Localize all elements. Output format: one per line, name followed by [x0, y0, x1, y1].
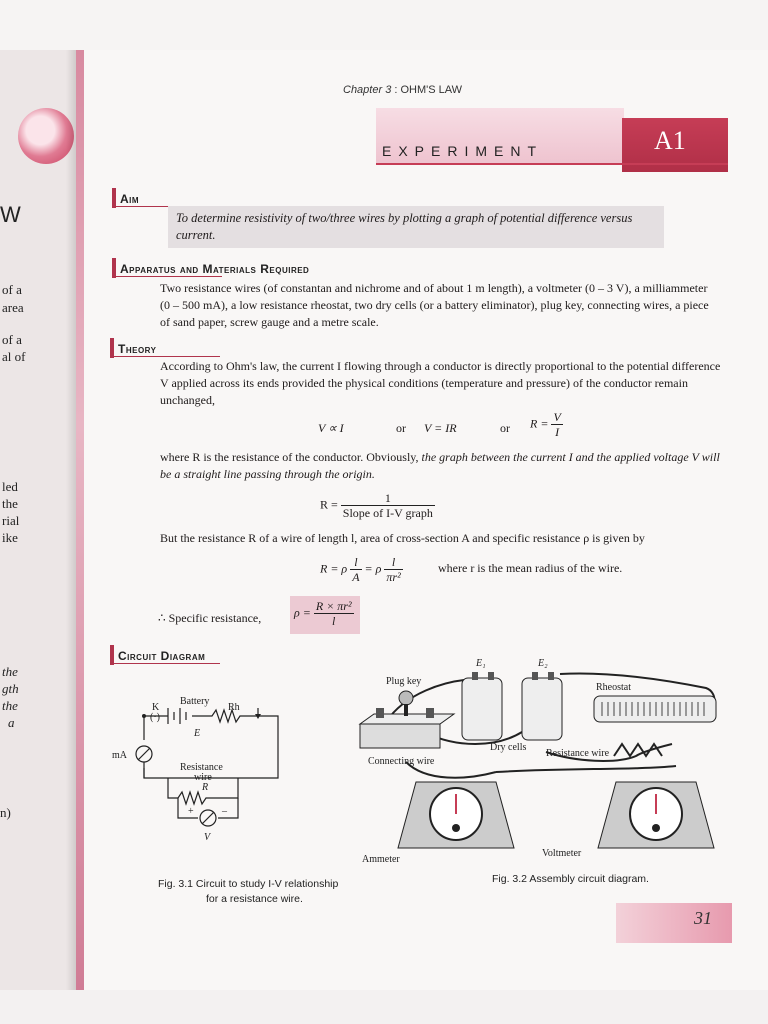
- page-bottom-margin: [0, 990, 768, 1024]
- fraction: [341, 491, 435, 520]
- left-frag: rial: [2, 513, 20, 528]
- eq-r-slope: [320, 491, 435, 520]
- eq-or: or: [500, 421, 510, 435]
- numerator: R × πr²: [315, 599, 352, 613]
- page-number: 31: [694, 908, 712, 928]
- chapter-header: Chapter 3 : OHM'S LAW: [343, 84, 463, 96]
- eq-r-rho: [320, 555, 403, 584]
- theory-heading: Theory: [118, 342, 157, 356]
- denominator: πr²: [386, 570, 401, 584]
- experiment-code: A1: [654, 126, 686, 155]
- dry-cell-1: [462, 678, 502, 740]
- page-gutter-shadow: [66, 50, 76, 990]
- left-frag: the: [2, 496, 18, 511]
- eq-r-v-over-i: [530, 410, 563, 439]
- plug-key-base: [360, 724, 440, 748]
- label-resistance-wire: Resistance wire: [546, 748, 610, 759]
- eq-lhs: R = ρ: [320, 561, 348, 576]
- eq-rho: [294, 599, 354, 628]
- denominator: l: [332, 614, 336, 628]
- chapter-label: Chapter 3: [343, 84, 392, 96]
- left-frag: of a: [2, 282, 22, 297]
- left-frag: of a: [2, 332, 22, 347]
- apparatus-text: Two resistance wires (of constantan and nichrome and of about 1 m length), a voltmeter (0 – 3 V), a milliammeter (0 – 500 mA), a low resistance rheostat, two dry cells (or a battery eliminator), plug key, connecting wires, a piece of sand paper, screw gauge and a metre scale.: [160, 281, 709, 329]
- label-minus: –: [222, 806, 227, 817]
- experiment-rule: [376, 163, 728, 165]
- fig2-caption: Fig. 3.2 Assembly circuit diagram.: [492, 873, 649, 885]
- fraction: [551, 410, 562, 439]
- theory-para2: [160, 449, 722, 483]
- fraction: [384, 555, 402, 584]
- numerator: l: [350, 555, 361, 570]
- denominator: A: [352, 570, 360, 584]
- label-resistance: Resistance: [180, 762, 223, 773]
- left-frag: n): [0, 805, 11, 820]
- circuit-heading: Circuit Diagram: [118, 649, 206, 663]
- label-k: K: [152, 702, 160, 713]
- experiment-label: EXPERIMENT: [382, 143, 544, 159]
- apparatus-heading: Apparatus and Materials Required: [120, 262, 310, 276]
- eq-lhs: R =: [530, 416, 549, 431]
- left-frag: led: [2, 479, 18, 494]
- label-battery: Battery: [180, 696, 210, 707]
- label-plus: +: [188, 806, 194, 817]
- eq-v-ir: V = IR: [424, 421, 457, 435]
- label-dry-cells: Dry cells: [490, 742, 527, 753]
- aim-text: To determine resistivity of two/three wires by plotting a graph of potential difference versus current.: [176, 211, 633, 242]
- aim-heading: Aim: [120, 192, 140, 206]
- label-v: V: [204, 832, 211, 843]
- left-frag: a: [8, 715, 15, 730]
- left-frag: al of: [2, 349, 26, 364]
- denominator: Slope of I-V graph: [342, 506, 433, 520]
- dry-cell-2: [522, 678, 562, 740]
- fig1-caption-line2: for a resistance wire.: [206, 893, 303, 905]
- label-r: R: [202, 782, 209, 793]
- label-connecting-wire: Connecting wire: [368, 756, 435, 767]
- theory-para1: According to Ohm's law, the current I flowing through a conductor is directly proportional to the potential difference V applied across its ends provided the physical conditions (temperature and pressure) of the conductor remain unchanged,: [160, 359, 721, 407]
- fraction: [314, 599, 354, 628]
- eq-v-prop-i: V ∝ I: [318, 421, 344, 435]
- left-frag: ike: [2, 530, 18, 545]
- left-frag: W: [0, 202, 21, 227]
- label-rheostat: Rheostat: [596, 682, 631, 693]
- numerator: l: [384, 555, 402, 570]
- assembly-diagram: [346, 652, 730, 866]
- page-edge-strip: [76, 50, 84, 990]
- label-e: E: [194, 728, 201, 739]
- left-frag: the: [2, 698, 18, 713]
- eq-mid: = ρ: [364, 561, 382, 576]
- label-ma: mA: [112, 750, 127, 761]
- label-e2: E₂: [538, 658, 548, 669]
- left-frag: area: [2, 300, 24, 315]
- eq3-note: where r is the mean radius of the wire.: [438, 561, 623, 575]
- para2-italic: the graph between the current I and the applied voltage V will be a straight line passing through the origin.: [160, 450, 720, 481]
- fig1-caption-line1: Fig. 3.1 Circuit to study I-V relationship: [158, 878, 339, 890]
- left-page-edge: [0, 50, 76, 990]
- label-voltmeter: Voltmeter: [542, 848, 582, 859]
- eq-or: or: [396, 421, 406, 435]
- label-plug-key: Plug key: [386, 676, 422, 687]
- numerator: 1: [341, 491, 435, 506]
- eq-lhs: ρ =: [294, 605, 311, 620]
- page-number-band: [616, 903, 732, 943]
- circuit-schematic: [108, 688, 308, 848]
- label-ammeter: Ammeter: [362, 854, 400, 865]
- para2-start: where R is the resistance of the conductor. Obviously,: [160, 450, 419, 464]
- theory-para3: But the resistance R of a wire of length l, area of cross-section A and specific resistance ρ is given by: [160, 531, 645, 545]
- left-frag: gth: [2, 681, 19, 696]
- left-frag: the: [2, 664, 18, 679]
- chapter-title: OHM'S LAW: [400, 84, 463, 96]
- denominator: I: [555, 425, 560, 439]
- fraction: [350, 555, 361, 584]
- label-wire: wire: [194, 772, 212, 783]
- plug-key-knob: [399, 691, 413, 705]
- label-polarity: (·): [150, 712, 160, 723]
- eq-lhs: R =: [320, 497, 338, 512]
- label-rh: Rh: [228, 702, 240, 713]
- specific-resistance-label: ∴ Specific resistance,: [158, 611, 262, 625]
- numerator: V: [553, 410, 561, 424]
- label-e1: E₁: [476, 658, 486, 669]
